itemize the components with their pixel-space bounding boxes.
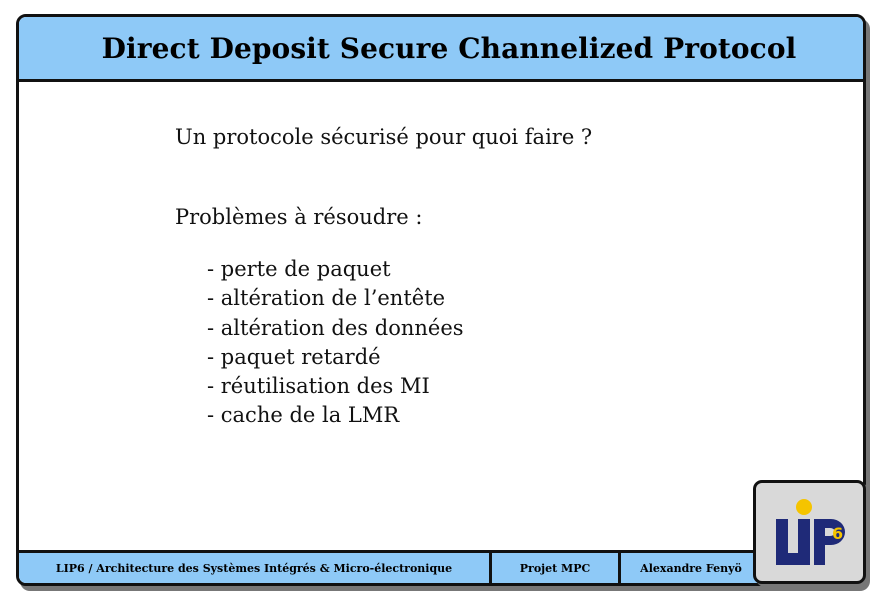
list-item: - altération des données xyxy=(207,315,464,340)
title-bar xyxy=(19,17,863,82)
svg-text:6: 6 xyxy=(832,524,844,543)
list-item: - paquet retardé xyxy=(207,344,381,369)
footer-lab: LIP6 / Architecture des Systèmes Intégrés & Micro-électronique xyxy=(19,553,492,583)
list-item: - perte de paquet xyxy=(207,257,391,281)
list-item: - cache de la LMR xyxy=(207,403,400,428)
list-item: - réutilisation des MI xyxy=(207,374,430,399)
problems-heading: Problèmes à résoudre : xyxy=(175,205,423,229)
slide-title: Direct Deposit Secure Channelized Protocol xyxy=(101,31,797,65)
footer-project: Projet MPC xyxy=(492,553,621,583)
lip6-logo xyxy=(753,480,866,584)
intro-question: Un protocole sécurisé pour quoi faire ? xyxy=(175,125,593,149)
footer-author: Alexandre Fenyö xyxy=(640,561,742,575)
footer-bar xyxy=(19,550,863,583)
slide xyxy=(16,14,866,586)
problem-list xyxy=(207,255,464,431)
list-item: - altération de l’entête xyxy=(207,286,446,311)
lip6-logo-icon xyxy=(770,493,852,573)
